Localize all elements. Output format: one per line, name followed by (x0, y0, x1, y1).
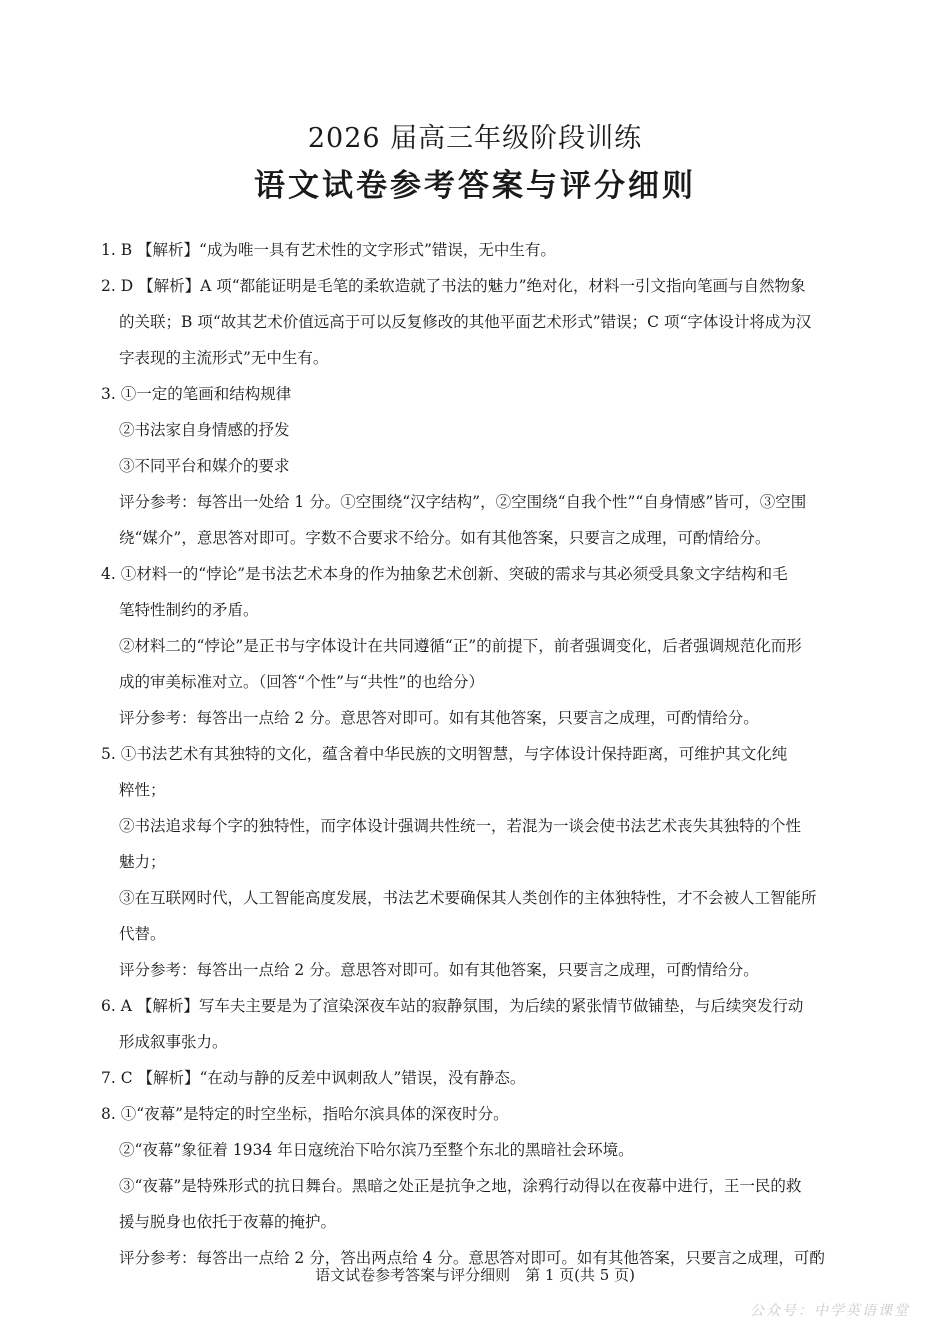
q2-line-cont: 字表现的主流形式”无中生有。 (119, 349, 329, 367)
q5-line: 5. ①书法艺术有其独特的文化，蕴含着中华民族的文明智慧，与字体设计保持距离，可维护其文化纯 (101, 745, 788, 763)
q2-line-cont: 的关联；B 项“故其艺术价值远高于可以反复修改的其他平面艺术形式”错误；C 项“字体设计将成为汉 (119, 313, 812, 331)
q4-scoring: 评分参考：每答出一点给 2 分。意思答对即可。如有其他答案，只要言之成理，可酌情给分。 (119, 709, 759, 727)
q6-line-cont: 形成叙事张力。 (119, 1033, 228, 1051)
q1-line: 1. B 【解析】“成为唯一具有艺术性的文字形式”错误，无中生有。 (101, 241, 556, 259)
q5-point-cont: 代替。 (119, 925, 166, 943)
q3-scoring: 评分参考：每答出一处给 1 分。①空围绕“汉字结构”，②空围绕“自我个性”“自身情感”皆可，③空围 (119, 493, 807, 511)
q8-scoring: 评分参考：每答出一点给 2 分，答出两点给 4 分。意思答对即可。如有其他答案，只要言之成理，可酌 (119, 1249, 825, 1267)
q7-line: 7. C 【解析】“在动与静的反差中讽刺敌人”错误，没有静态。 (101, 1069, 526, 1087)
q8-point-cont: 援与脱身也依托于夜幕的掩护。 (119, 1213, 337, 1231)
q4-line-cont: 笔特性制约的矛盾。 (119, 601, 259, 619)
q2-line: 2. D 【解析】A 项“都能证明是毛笔的柔软造就了书法的魅力”绝对化，材料一引文指向笔画与自然物象 (101, 277, 806, 295)
q3-point: ③不同平台和媒介的要求 (119, 457, 290, 475)
q5-scoring: 评分参考：每答出一点给 2 分。意思答对即可。如有其他答案，只要言之成理，可酌情给分。 (119, 961, 759, 979)
q5-point: ②书法追求每个字的独特性，而字体设计强调共性统一，若混为一谈会使书法艺术丧失其独特的个性 (119, 817, 802, 835)
q8-line: 8. ①“夜幕”是特定的时空坐标，指哈尔滨具体的深夜时分。 (101, 1105, 509, 1123)
q3-scoring-cont: 绕“媒介”，意思答对即可。字数不合要求不给分。如有其他答案，只要言之成理，可酌情给分。 (119, 529, 771, 547)
watermark: 公众号：中学英语课堂 (750, 1303, 910, 1319)
q4-line: 4. ①材料一的“悖论”是书法艺术本身的作为抽象艺术创新、突破的需求与其必须受具象文字结构和毛 (101, 565, 788, 583)
q8-point: ③“夜幕”是特殊形式的抗日舞台。黑暗之处正是抗争之地，涂鸦行动得以在夜幕中进行，王一民的救 (119, 1177, 802, 1195)
q5-line-cont: 粹性； (119, 781, 166, 799)
q5-point-cont: 魅力； (119, 853, 166, 871)
q5-point: ③在互联网时代，人工智能高度发展，书法艺术要确保其人类创作的主体独特性，才不会被人工智能所 (119, 889, 817, 907)
q3-line: 3. ①一定的笔画和结构规律 (101, 385, 292, 403)
q4-point: ②材料二的“悖论”是正书与字体设计在共同遵循“正”的前提下，前者强调变化，后者强调规范化而形 (119, 637, 802, 655)
q3-point: ②书法家自身情感的抒发 (119, 421, 290, 439)
q4-point-cont: 成的审美标准对立。（回答“个性”与“共性”的也给分） (119, 673, 484, 691)
answer-content (101, 232, 853, 1276)
q6-line: 6. A 【解析】写车夫主要是为了渲染深夜车站的寂静氛围，为后续的紧张情节做铺垫，与后续突发行动 (101, 997, 804, 1015)
page-footer: 语文试卷参考答案与评分细则 第 1 页(共 5 页) (315, 1266, 635, 1284)
exam-title: 2026 届高三年级阶段训练 (307, 123, 643, 154)
q8-point: ②“夜幕”象征着 1934 年日寇统治下哈尔滨乃至整个东北的黑暗社会环境。 (119, 1141, 634, 1159)
document-title: 语文试卷参考答案与评分细则 (254, 168, 696, 204)
